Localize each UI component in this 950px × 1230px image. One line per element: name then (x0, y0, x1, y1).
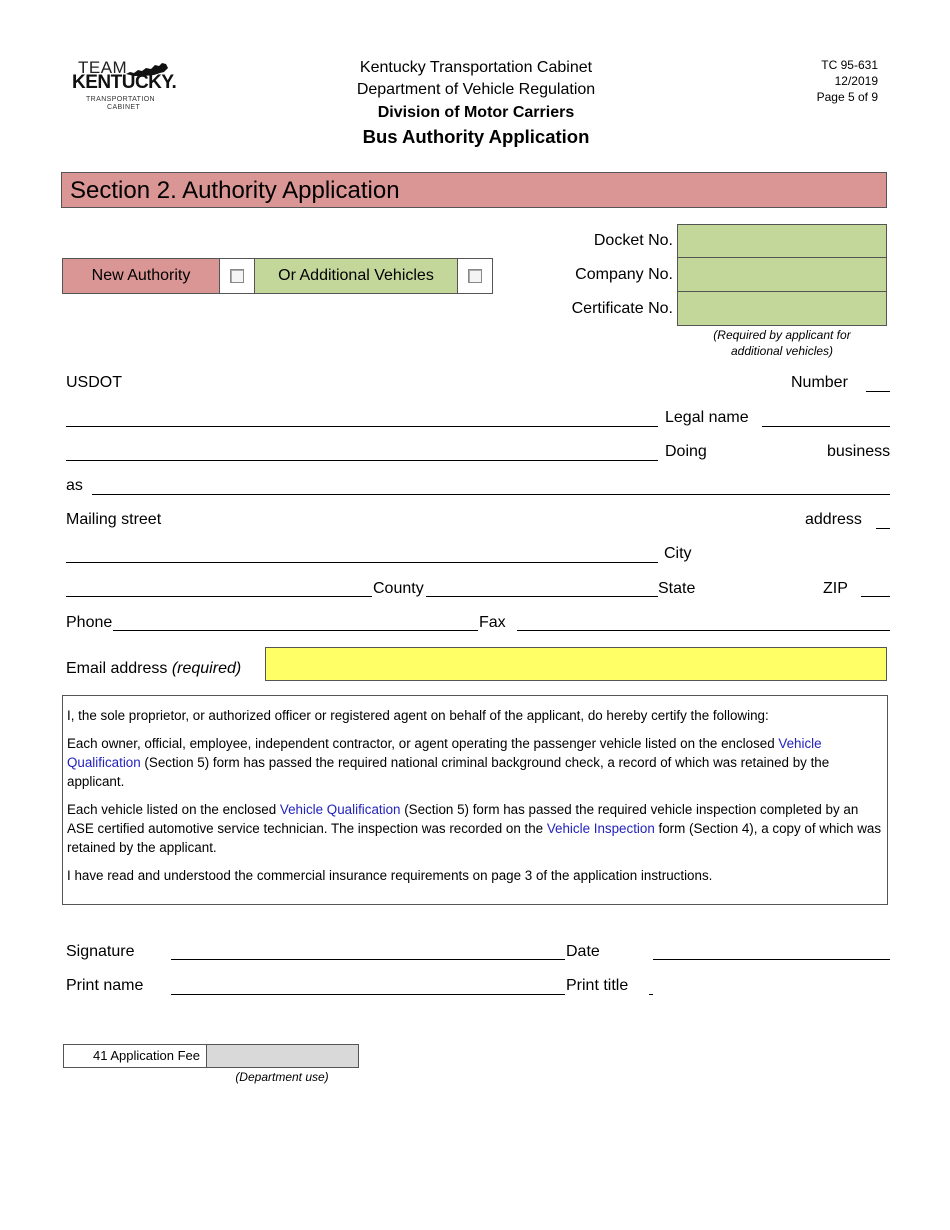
legal-name-input[interactable] (762, 426, 890, 427)
form-info (817, 57, 878, 105)
legal-name-line-input[interactable] (66, 460, 658, 461)
certificate-input[interactable] (677, 292, 887, 326)
signature-input[interactable] (171, 959, 565, 960)
usdot-line-input[interactable] (66, 426, 658, 427)
authority-type-row (62, 258, 493, 294)
county-input[interactable] (426, 596, 658, 597)
signature-label: Signature (66, 943, 135, 960)
certification-box (62, 695, 888, 905)
page-title: Bus Authority Application (362, 126, 590, 147)
city-label: City (664, 545, 692, 562)
dba-input[interactable] (92, 494, 890, 495)
company-label: Company No. (575, 266, 673, 283)
form-number: TC 95-631 (821, 58, 878, 72)
legal-name-label: Legal name (665, 409, 749, 426)
required-note-2: additional vehicles) (730, 344, 834, 358)
city-input[interactable] (66, 596, 372, 597)
state-label: State (658, 580, 696, 597)
certification-insurance: I have read and understood the commercial insurance requirements on page 3 of the application instructions. (67, 868, 713, 883)
zip-label: ZIP (823, 580, 848, 597)
cert-p3-text-a: Each vehicle listed on the enclosed (67, 802, 280, 817)
print-name-label: Print name (66, 977, 144, 994)
fax-label: Fax (479, 614, 506, 631)
vehicle-qualification-link-2[interactable]: Vehicle Qualification (279, 802, 401, 817)
zip-input[interactable] (861, 596, 890, 597)
phone-input[interactable] (113, 630, 478, 631)
cert-p3-text-b: (Section 5) form has passed the required vehicle inspection completed by an ASE certified automotive service technician. The inspection was recorded on the (67, 802, 859, 836)
logo-team-text: TEAM (78, 58, 128, 77)
certificate-label: Certificate No. (571, 300, 673, 317)
section-title: Section 2. Authority Application (61, 172, 887, 208)
doing-label: Doing (665, 443, 707, 460)
vehicle-inspection-link[interactable]: Vehicle Inspection (546, 821, 655, 836)
email-required-text: (required) (171, 660, 242, 677)
cert-p2-text-b: (Section 5) form has passed the required national criminal background check, a record of which was retained by the applicant. (67, 755, 830, 789)
number-label: Number (791, 374, 848, 391)
print-title-label: Print title (566, 977, 629, 994)
business-label: business (827, 443, 891, 460)
additional-vehicles-checkbox[interactable] (468, 269, 482, 283)
team-kentucky-logo (70, 58, 177, 116)
docket-label: Docket No. (593, 232, 673, 249)
print-title-input[interactable] (649, 994, 653, 995)
address-label: address (805, 511, 862, 528)
mailing-address-short-input[interactable] (876, 528, 890, 529)
logo-subtitle-1: TRANSPORTATION (86, 96, 155, 103)
certification-inspection (67, 800, 883, 857)
usdot-number-input[interactable] (866, 391, 890, 392)
form-page: Page 5 of 9 (816, 90, 878, 104)
as-label: as (66, 477, 83, 494)
usdot-label: USDOT (66, 374, 122, 391)
print-name-input[interactable] (171, 994, 565, 995)
phone-label: Phone (66, 614, 113, 631)
cert-p3-text-c: form (Section 4), a copy of which was retained by the applicant. (67, 821, 882, 855)
vehicle-qualification-link[interactable]: Vehicle Qualification (67, 736, 822, 770)
additional-vehicles-label: Or Additional Vehicles (255, 259, 458, 293)
application-fee-input[interactable] (207, 1045, 358, 1067)
header-line-2: Department of Vehicle Regulation (356, 81, 596, 98)
mailing-street-input[interactable] (66, 562, 658, 563)
header-line-1: Kentucky Transportation Cabinet (359, 59, 593, 76)
county-label: County (373, 580, 424, 597)
department-use-note: (Department use) (235, 1070, 329, 1084)
cert-p2-text-a: Each owner, official, employee, independent contractor, or agent operating the passenger vehicle listed on the enclosed (67, 736, 779, 751)
required-note-1: (Required by applicant for (713, 328, 851, 342)
form-date: 12/2019 (834, 74, 878, 88)
certification-background-check (67, 734, 883, 791)
company-input[interactable] (677, 258, 887, 292)
date-input[interactable] (653, 959, 890, 960)
additional-vehicles-cell (458, 259, 492, 293)
email-input[interactable] (265, 647, 887, 681)
new-authority-checkbox[interactable] (230, 269, 244, 283)
logo-kentucky-text: KENTUCKY. (72, 72, 177, 93)
fax-input[interactable] (517, 630, 890, 631)
header-division: Division of Motor Carriers (377, 104, 575, 121)
date-label: Date (566, 943, 600, 960)
logo-subtitle-2: CABINET (107, 104, 141, 111)
mailing-street-label: Mailing street (66, 511, 162, 528)
email-label (66, 660, 241, 678)
new-authority-cell (220, 259, 255, 293)
certification-intro: I, the sole proprietor, or authorized officer or registered agent on behalf of the applicant, do hereby certify the following: (67, 708, 769, 723)
application-fee-box (63, 1044, 359, 1068)
new-authority-label: New Authority (63, 259, 220, 293)
application-fee-label: 41 Application Fee (64, 1045, 207, 1067)
docket-input[interactable] (677, 224, 887, 258)
email-label-text: Email address (66, 660, 168, 677)
